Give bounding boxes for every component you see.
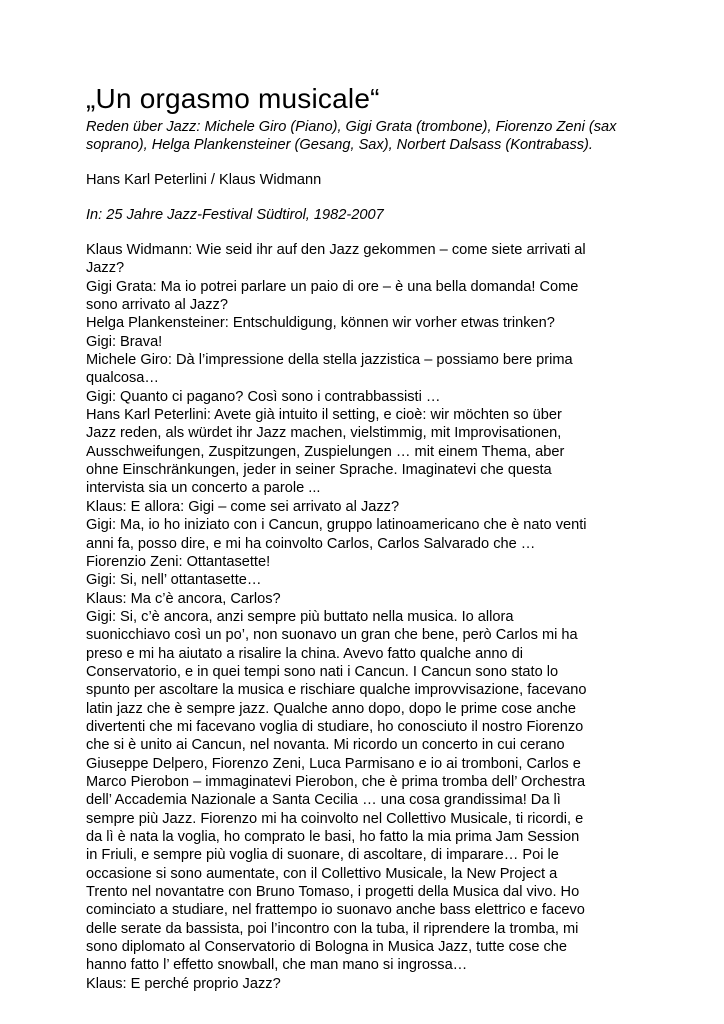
document-source: In: 25 Jahre Jazz-Festival Südtirol, 1982-2007 [86, 207, 384, 223]
body-line: Conservatorio, e in quei tempi sono nati i Cancun. I Cancun sono stato lo [86, 663, 559, 680]
body-line: sono arrivato al Jazz? [86, 297, 228, 314]
body-line: che si è unito ai Cancun, nel novanta. Mi ricordo un concerto in cui cerano [86, 737, 565, 754]
body-line: sono diplomato al Conservatorio di Bologna in Musica Jazz, tutte cose che [86, 939, 568, 956]
body-line: cominciato a studiare, nel frattempo io suonavo anche bass elettrico e facevo [86, 902, 585, 919]
body-line: delle serate da bassista, poi l’incontro con la tuba, il riprendere la tromba, mi [86, 920, 579, 937]
body-line: Klaus: E perché proprio Jazz? [86, 975, 281, 992]
document-title: „Un orgasmo musicale“ [86, 83, 380, 114]
body-line: Gigi: Ma, io ho iniziato con i Cancun, gruppo latinoamericano che è nato venti [86, 517, 587, 534]
body-line: Gigi: Brava! [86, 333, 163, 350]
body-line: in Friuli, e sempre più voglia di suonare, di ascoltare, di imparare… Poi le [86, 847, 559, 864]
body-line: Ausschweifungen, Zuspitzungen, Zuspielungen … mit einem Thema, aber [86, 443, 565, 460]
body-line: Marco Pierobon – immaginatevi Pierobon, che è prima tromba dell’ Orchestra [86, 773, 586, 790]
body-line: intervista sia un concerto a parole ... [86, 480, 321, 497]
body-line: da lì è nata la voglia, ho comprato le basi, ho fatto la mia prima Jam Session [86, 829, 580, 845]
body-line: preso e mi ha aiutato a risalire la china. Avevo fatto qualche anno di [86, 645, 524, 662]
interview-body [86, 241, 646, 993]
body-line: Fiorenzio Zeni: Ottantasette! [86, 553, 271, 570]
body-line: dell’ Accademia Nazionale a Santa Cecilia … una cosa grandissima! Da lì [86, 792, 561, 809]
body-line: Gigi: Si, nell’ ottantasette… [86, 572, 262, 589]
body-line: suonicchiavo così un po’, non suonavo un gran che bene, però Carlos mi ha [86, 627, 578, 644]
body-line: Klaus: E allora: Gigi – come sei arrivato al Jazz? [86, 498, 400, 515]
body-line: sempre più Jazz. Fiorenzo mi ha coinvolto nel Collettivo Musicale, ti ricordi, e [86, 810, 584, 827]
body-line: Jazz? [86, 260, 125, 277]
body-line: Michele Giro: Dà l’impressione della stella jazzistica – possiamo bere prima [86, 352, 573, 369]
body-line: Gigi: Si, c’è ancora, anzi sempre più buttato nella musica. Io allora [86, 608, 514, 625]
body-line: Klaus: Ma c’è ancora, Carlos? [86, 590, 281, 607]
body-line: hanno fatto l’ effetto snowball, che man mano si ingrossa… [86, 957, 468, 974]
body-line: Trento nel novantatre con Bruno Tomaso, i progetti della Musica dal vivo. Ho [86, 884, 580, 901]
body-line: divertenti che mi facevano voglia di studiare, ho conosciuto il nostro Fiorenzo [86, 718, 584, 735]
document-subtitle [86, 118, 646, 154]
body-line: Gigi Grata: Ma io potrei parlare un paio di ore – è una bella domanda! Come [86, 278, 579, 295]
body-line: qualcosa… [86, 370, 160, 387]
subtitle-line: Reden über Jazz: Michele Giro (Piano), Gigi Grata (trombone), Fiorenzo Zeni (sax [86, 119, 617, 135]
document-authors: Hans Karl Peterlini / Klaus Widmann [86, 172, 322, 188]
body-line: Jazz reden, als würdet ihr Jazz machen, vielstimmig, mit Improvisationen, [86, 425, 562, 442]
subtitle-line: soprano), Helga Plankensteiner (Gesang, Sax), Norbert Dalsass (Kontrabass). [86, 137, 593, 153]
body-line: Klaus Widmann: Wie seid ihr auf den Jazz gekommen – come siete arrivati al [86, 242, 586, 258]
body-line: Gigi: Quanto ci pagano? Così sono i contrabbassisti … [86, 388, 441, 405]
body-line: Hans Karl Peterlini: Avete già intuito il setting, e cioè: wir möchten so über [86, 407, 562, 424]
body-line: Giuseppe Delpero, Fiorenzo Zeni, Luca Parmisano e io ai tromboni, Carlos e [86, 755, 581, 772]
document-page [86, 82, 646, 993]
body-line: ohne Einschränkungen, jeder in seiner Sprache. Imaginatevi che questa [86, 462, 552, 479]
body-line: spunto per ascoltare la musica e rischiare qualche improvvisazione, facevano [86, 682, 587, 699]
body-line: occasione si sono aumentate, con il Collettivo Musicale, la New Project a [86, 865, 558, 882]
body-line: Helga Plankensteiner: Entschuldigung, können wir vorher etwas trinken? [86, 315, 555, 332]
body-line: latin jazz che è sempre jazz. Qualche anno dopo, dopo le prime cose anche [86, 700, 576, 717]
body-line: anni fa, posso dire, e mi ha coinvolto Carlos, Carlos Salvarado che … [86, 535, 536, 552]
